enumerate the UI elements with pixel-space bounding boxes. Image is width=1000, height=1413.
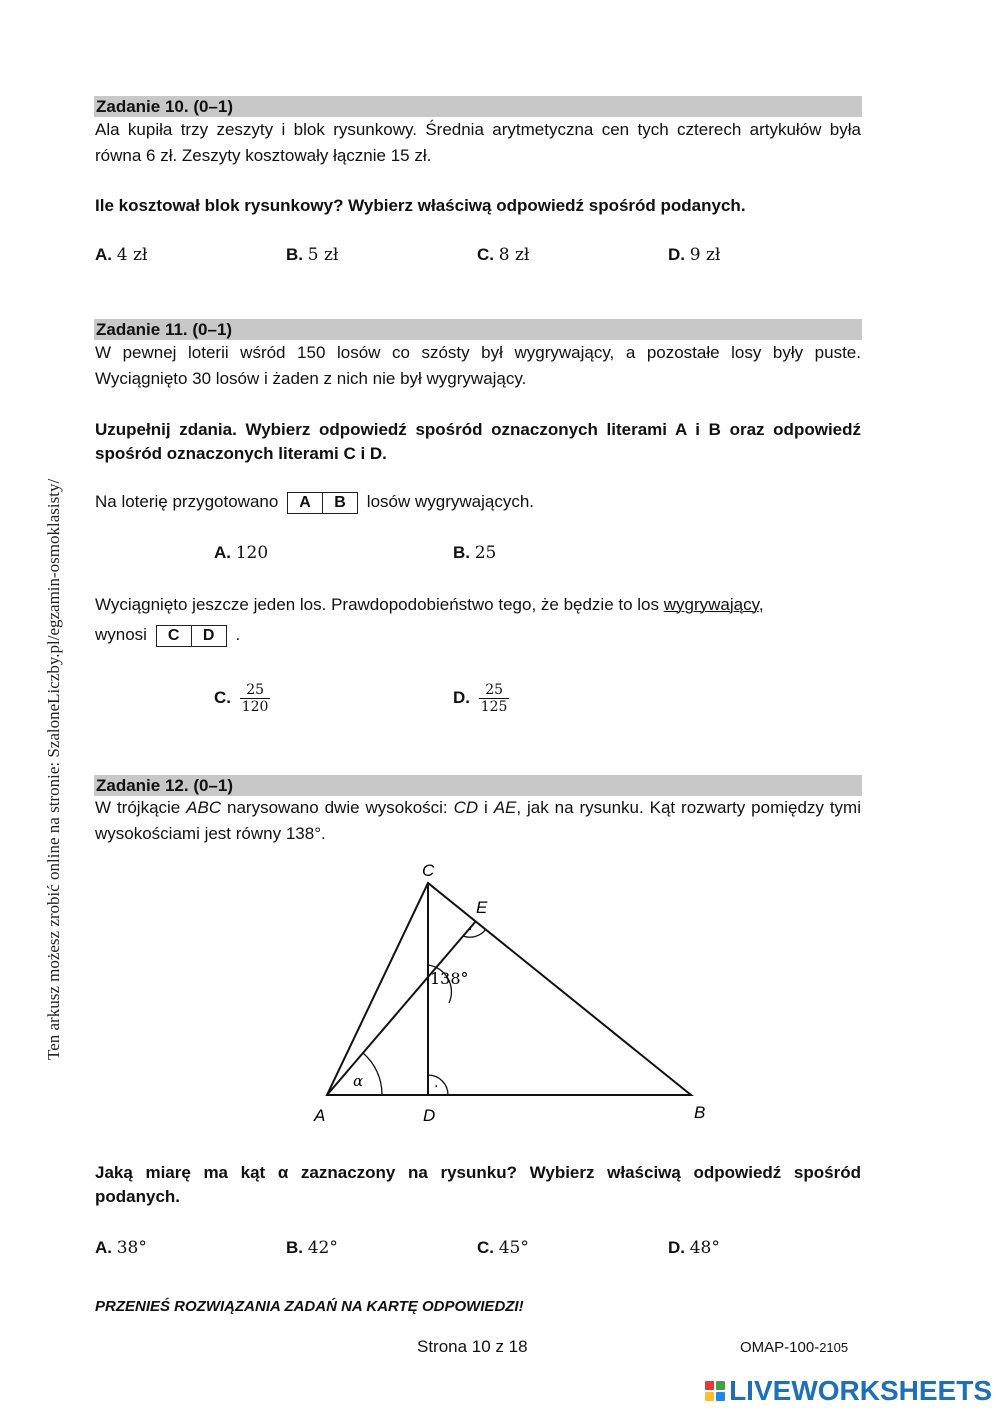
- angle-138-label: 138°: [430, 969, 469, 988]
- task12-header: Zadanie 12. (0–1): [94, 775, 862, 796]
- task11-sentence2-line2: wynosi C D .: [95, 623, 240, 647]
- right-angle-e-dot: ·: [468, 922, 473, 938]
- task11-question: Uzupełnij zdania. Wybierz odpowiedź spośród oznaczonych literami A i B oraz odpowiedź spośród oznaczonych literami C i D.: [95, 420, 861, 463]
- liveworksheets-logo[interactable]: [705, 1375, 992, 1407]
- task10-option-d[interactable]: D. 9 zł: [668, 245, 721, 265]
- transfer-note: PRZENIEŚ ROZWIĄZANIA ZADAŃ NA KARTĘ ODPOWIEDZI!: [95, 1298, 524, 1315]
- liveworksheets-grid-icon: [705, 1381, 725, 1401]
- altitude-ae: [327, 921, 476, 1095]
- task12-option-b[interactable]: B. 42°: [286, 1238, 338, 1258]
- task12-question: Jaką miarę ma kąt α zaznaczony na rysunku? Wybierz właściwą odpowiedź spośród podanych.: [95, 1163, 861, 1206]
- triangle-figure: [300, 855, 740, 1135]
- task11-option-b[interactable]: B. 25: [453, 543, 497, 563]
- vertex-d-label: D: [423, 1106, 436, 1125]
- task12-option-d[interactable]: D. 48°: [668, 1238, 720, 1258]
- task11-option-d[interactable]: D. $\frac{25}{125}$: [453, 682, 508, 715]
- task11-sentence2-line1: Wyciągnięto jeszcze jeden los. Prawdopodobieństwo tego, że będzie to los wygrywający,: [95, 595, 764, 614]
- task12-option-a[interactable]: A. 38°: [95, 1238, 147, 1258]
- answer-box-ab[interactable]: A B: [287, 492, 358, 514]
- page-number: Strona 10 z 18: [417, 1337, 528, 1356]
- vertex-b-label: B: [694, 1103, 706, 1122]
- triangle-abc: [327, 883, 691, 1095]
- task10-option-b[interactable]: B. 5 zł: [286, 245, 339, 265]
- task11-text: W pewnej loterii wśród 150 losów co szósty był wygrywający, a pozostałe losy były puste. Wyciągnięto 30 losów i żaden z nich nie był wygrywający.: [95, 343, 861, 388]
- alpha-label: α: [353, 1072, 364, 1090]
- task10-option-a[interactable]: A. 4 zł: [95, 245, 148, 265]
- task10-text: Ala kupiła trzy zeszyty i blok rysunkowy. Średnia arytmetyczna cen tych czterech artykułów była równa 6 zł. Zeszyty kosztowały łącznie 15 zł.: [95, 120, 861, 165]
- task11-sentence1: Na loterię przygotowano A B losów wygrywających.: [95, 490, 534, 514]
- liveworksheets-brand-text: LIVEWORKSHEETS: [729, 1375, 992, 1406]
- exam-code: OMAP-100-2105: [740, 1339, 849, 1356]
- task11-option-c[interactable]: C. $\frac{25}{120}$: [214, 682, 269, 715]
- vertex-c-label: C: [422, 861, 435, 880]
- vertex-e-label: E: [476, 898, 488, 917]
- answer-box-cd[interactable]: C D: [156, 625, 227, 647]
- task12-option-c[interactable]: C. 45°: [477, 1238, 529, 1258]
- vertex-a-label: A: [314, 1106, 326, 1125]
- side-watermark-text: Ten arkusz możesz zrobić online na stronie: SzaloneLiczby.pl/egzamin-osmoklasisty/: [44, 478, 63, 1060]
- task10-option-c[interactable]: C. 8 zł: [477, 245, 530, 265]
- task11-option-a[interactable]: A. 120: [214, 543, 269, 563]
- task11-header: Zadanie 11. (0–1): [94, 319, 862, 340]
- task10-question: Ile kosztował blok rysunkowy? Wybierz właściwą odpowiedź spośród podanych.: [95, 196, 746, 215]
- fraction-d: $\frac{25}{125}$: [480, 682, 508, 715]
- alpha-arc: [363, 1053, 382, 1095]
- right-angle-d-dot: ·: [434, 1079, 439, 1095]
- task12-text: W trójkącie ABC narysowano dwie wysokości: CD i AE, jak na rysunku. Kąt rozwarty pomiędzy tymi wysokościami jest równy 138°.: [95, 798, 861, 843]
- task10-header: Zadanie 10. (0–1): [94, 96, 862, 117]
- fraction-c: $\frac{25}{120}$: [241, 682, 269, 715]
